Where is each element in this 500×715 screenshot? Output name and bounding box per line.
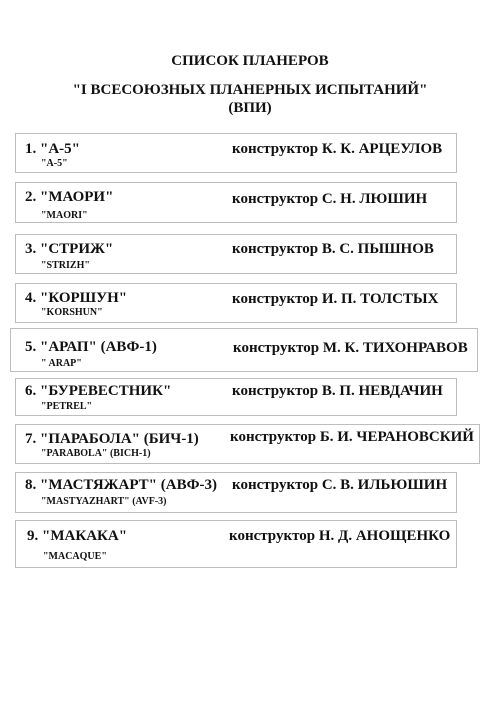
glider-designer: конструктор И. П. ТОЛСТЫХ <box>232 291 439 307</box>
glider-name: 6. "БУРЕВЕСТНИК" <box>25 383 172 399</box>
trials-abbreviation: (ВПИ) <box>228 100 272 116</box>
glider-entry <box>15 378 457 416</box>
trials-title: "I ВСЕСОЮЗНЫХ ПЛАНЕРНЫХ ИСПЫТАНИЙ" <box>72 82 428 98</box>
glider-name: 9. "МАКАКА" <box>27 528 128 544</box>
glider-designer: конструктор К. К. АРЦЕУЛОВ <box>232 141 443 157</box>
glider-latin-name: "MACAQUE" <box>43 551 107 562</box>
glider-designer: конструктор В. П. НЕВДАЧИН <box>232 383 443 399</box>
glider-latin-name: "MAORI" <box>41 210 88 221</box>
glider-latin-name: "PETREL" <box>41 401 93 412</box>
glider-entry <box>15 133 457 173</box>
glider-designer: конструктор С. Н. ЛЮШИН <box>232 191 428 207</box>
glider-entry <box>15 283 457 323</box>
glider-latin-name: "PARABOLA" (BICH-1) <box>41 448 151 459</box>
glider-name: 7. "ПАРАБОЛА" (БИЧ-1) <box>25 431 199 447</box>
glider-name: 1. "А-5" <box>25 141 80 157</box>
glider-entry <box>15 234 457 274</box>
glider-designer: конструктор В. С. ПЫШНОВ <box>232 241 434 257</box>
list-title: СПИСОК ПЛАНЕРОВ <box>171 53 329 69</box>
glider-designer: конструктор С. В. ИЛЬЮШИН <box>232 477 448 493</box>
glider-name: 3. "СТРИЖ" <box>25 241 114 257</box>
glider-entry <box>10 328 478 372</box>
glider-name: 2. "МАОРИ" <box>25 189 114 205</box>
glider-entry <box>15 182 457 223</box>
glider-designer: конструктор Б. И. ЧЕРАНОВСКИЙ <box>230 429 474 445</box>
glider-name: 5. "АРАП" (АВФ-1) <box>25 339 157 355</box>
glider-entry <box>15 520 457 568</box>
glider-entry <box>15 472 457 513</box>
glider-designer: конструктор Н. Д. АНОЩЕНКО <box>229 528 451 544</box>
glider-name: 4. "КОРШУН" <box>25 290 128 306</box>
glider-latin-name: "KORSHUN" <box>41 307 103 318</box>
glider-latin-name: "STRIZH" <box>41 260 90 271</box>
glider-latin-name: "A-5" <box>41 158 68 169</box>
glider-latin-name: "MASTYAZHART" (AVF-3) <box>41 496 167 507</box>
glider-name: 8. "МАСТЯЖАРТ" (АВФ-3) <box>25 477 217 493</box>
glider-entry <box>15 424 480 464</box>
glider-designer: конструктор М. К. ТИХОНРАВОВ <box>233 340 468 356</box>
glider-latin-name: " ARAP" <box>41 358 82 369</box>
